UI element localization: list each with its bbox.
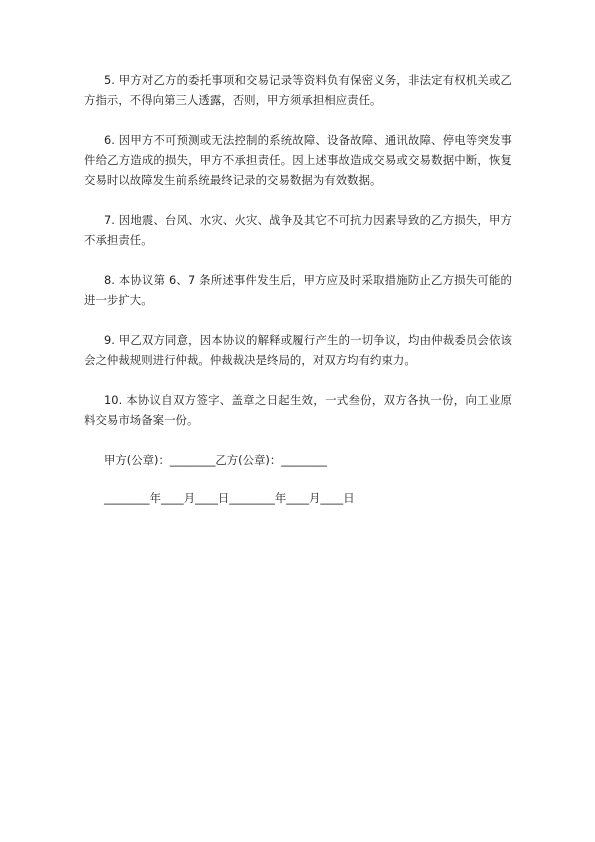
document-body xyxy=(84,70,512,526)
date-line: ________年____月____日________年____月____日 xyxy=(104,491,355,505)
clause-7: 7. 因地震、台风、水灾、火灾、战争及其它不可抗力因素导致的乙方损失，甲方不承担责任。 xyxy=(84,213,512,247)
clause-10: 10. 本协议自双方签字、盖章之日起生效，一式叁份，双方各执一份，向工业原料交易市场备案一份。 xyxy=(84,393,512,427)
signature-line: 甲方(公章)：________乙方(公章)：________ xyxy=(104,453,327,467)
clause-9: 9. 甲乙双方同意，因本协议的解释或履行产生的一切争议，均由仲裁委员会依该会之仲裁规则进行仲裁。仲裁裁决是终局的，对双方均有约束力。 xyxy=(84,333,512,367)
clause-5: 5. 甲方对乙方的委托事项和交易记录等资料负有保密义务，非法定有权机关或乙方指示，不得向第三人透露，否则，甲方须承担相应责任。 xyxy=(84,73,512,107)
clause-6: 6. 因甲方不可预测或无法控制的系统故障、设备故障、通讯故障、停电等突发事件给乙方造成的损失，甲方不承担责任。因上述事故造成交易或交易数据中断，恢复交易时以故障发生前系统最终记录的交易数据为有效数据。 xyxy=(84,133,512,187)
clause-8: 8. 本协议第 6、7 条所述事件发生后，甲方应及时采取措施防止乙方损失可能的进一步扩大。 xyxy=(84,273,512,307)
